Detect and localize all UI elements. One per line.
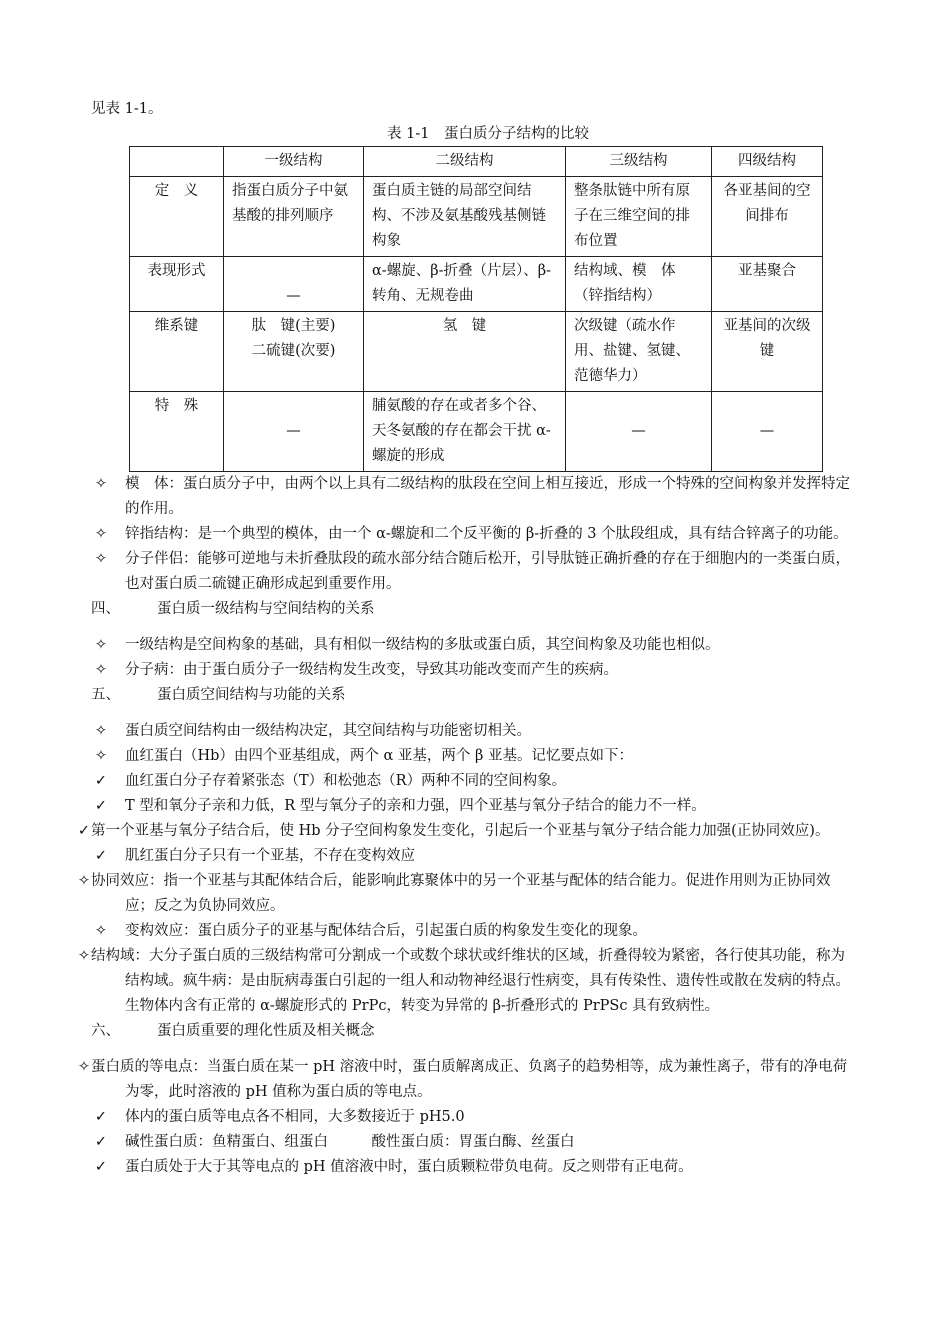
list-item (77, 869, 855, 919)
check-bullet-icon: ✓ (94, 1159, 108, 1175)
list-item-text: 血红蛋白（Hb）由四个亚基组成，两个 α 亚基，两个 β 亚基。记忆要点如下： (125, 748, 634, 764)
table-cell: 亚基间的次级键 (712, 312, 823, 392)
list-item (91, 522, 855, 547)
diamond-bullet-icon: ✧ (94, 526, 108, 542)
list-item (91, 1130, 855, 1155)
table-cell: 氢 键 (364, 312, 566, 392)
check-bullet-icon: ✓ (94, 1109, 108, 1125)
list-item-text: 锌指结构：是一个典型的模体，由一个 α-螺旋和二个反平衡的 β-折叠的 3 个肽段组成，具有结合锌离子的功能。 (125, 526, 848, 542)
table-header-cell: 四级结构 (712, 147, 823, 177)
list-item (91, 658, 855, 683)
check-bullet-icon: ✓ (94, 1134, 108, 1150)
table-cell: — (566, 392, 712, 472)
row-label: 表现形式 (130, 257, 224, 312)
section-title: 蛋白质空间结构与功能的关系 (157, 687, 346, 703)
table-header-cell (130, 147, 224, 177)
diamond-bullet-icon: ✧ (94, 551, 108, 567)
diamond-bullet-icon: ✧ (94, 662, 108, 678)
list-item (91, 472, 855, 522)
section-heading (91, 1019, 855, 1055)
table-header-row (130, 147, 823, 177)
list-item-text: 一级结构是空间构象的基础，具有相似一级结构的多肽或蛋白质，其空间构象及功能也相似。 (125, 637, 720, 653)
list-item (91, 769, 855, 794)
diamond-bullet-icon: ✧ (77, 1059, 91, 1075)
check-bullet-icon: ✓ (94, 848, 108, 864)
table-row (130, 392, 823, 472)
list-item-text: 碱性蛋白质：鱼精蛋白、组蛋白 酸性蛋白质：胃蛋白酶、丝蛋白 (125, 1134, 575, 1150)
list-item (77, 1055, 855, 1105)
list-item-text: 分子病：由于蛋白质分子一级结构发生改变，导致其功能改变而产生的疾病。 (125, 662, 618, 678)
list-item-text: 血红蛋白分子存着紧张态（T）和松弛态（R）两种不同的空间构象。 (125, 773, 567, 789)
table-cell: 肽 键(主要) 二硫键(次要) (224, 312, 364, 392)
table-header-cell: 一级结构 (224, 147, 364, 177)
list-item-text: 肌红蛋白分子只有一个亚基，不存在变构效应 (125, 848, 415, 864)
list-item (91, 633, 855, 658)
section-title: 蛋白质一级结构与空间结构的关系 (157, 601, 375, 617)
table-row (130, 312, 823, 392)
table-cell: 结构域、模 体（锌指结构） (566, 257, 712, 312)
list-item-text: 体内的蛋白质等电点各不相同，大多数接近于 pH5.0 (125, 1109, 465, 1125)
table-row (130, 257, 823, 312)
list-item (77, 944, 855, 1019)
list-item (77, 819, 855, 844)
table-cell: 脯氨酸的存在或者多个谷、天冬氨酸的存在都会干扰 α-螺旋的形成 (364, 392, 566, 472)
diamond-bullet-icon: ✧ (94, 748, 108, 764)
table-cell: 整条肽链中所有原子在三维空间的排布位置 (566, 177, 712, 257)
table-caption: 表 1-1 蛋白质分子结构的比较 (387, 126, 589, 142)
list-item (91, 844, 855, 869)
diamond-bullet-icon: ✧ (77, 873, 91, 889)
table-cell: 次级键（疏水作用、盐键、氢键、范德华力） (566, 312, 712, 392)
section-number: 六、 (91, 1023, 120, 1039)
check-bullet-icon: ✓ (77, 823, 91, 839)
table-cell: 亚基聚合 (712, 257, 823, 312)
list-item-text: 蛋白质的等电点：当蛋白质在某一 pH 溶液中时，蛋白质解离成正、负离子的趋势相等，成为兼性离子，带有的净电荷为零，此时溶液的 pH 值称为蛋白质的等电点。 (91, 1059, 848, 1100)
list-item-text: 结构域：大分子蛋白质的三级结构常可分割成一个或数个球状或纤维状的区域，折叠得较为紧密，各行使其功能，称为结构域。疯牛病：是由朊病毒蛋白引起的一组人和动物神经退行性病变，具有传染性、遗传性或散在发病的特点。生物体内含有正常的 α-螺旋形式的 PrPc，转变为异常的 β-折叠形式的 PrPSc 具有致病性。 (91, 948, 850, 1014)
list-item (91, 547, 855, 597)
list-item-text: 分子伴侣：能够可逆地与未折叠肽段的疏水部分结合随后松开，引导肽链正确折叠的存在于细胞内的一类蛋白质，也对蛋白质二硫键正确形成起到重要作用。 (125, 551, 850, 592)
diamond-bullet-icon: ✧ (94, 637, 108, 653)
list-item-text: T 型和氧分子亲和力低，R 型与氧分子的亲和力强，四个亚基与氧分子结合的能力不一样。 (125, 798, 706, 814)
structure-comparison-table (129, 146, 823, 472)
list-item (91, 1105, 855, 1130)
list-item-text: 协同效应：指一个亚基与其配体结合后，能影响此寡聚体中的另一个亚基与配体的结合能力。促进作用则为正协同效应；反之为负协同效应。 (91, 873, 831, 914)
row-label: 特 殊 (130, 392, 224, 472)
intro-text: 见表 1-1。 (91, 101, 163, 117)
section-heading (91, 683, 855, 719)
diamond-bullet-icon: ✧ (94, 476, 108, 492)
row-label: 定 义 (130, 177, 224, 257)
diamond-bullet-icon: ✧ (94, 923, 108, 939)
table-header-cell: 三级结构 (566, 147, 712, 177)
table-cell: 蛋白质主链的局部空间结构、不涉及氨基酸残基侧链构象 (364, 177, 566, 257)
list-item (91, 794, 855, 819)
table-cell: 指蛋白质分子中氨基酸的排列顺序 (224, 177, 364, 257)
list-item (91, 919, 855, 944)
list-item-text: 蛋白质处于大于其等电点的 pH 值溶液中时，蛋白质颗粒带负电荷。反之则带有正电荷。 (125, 1159, 693, 1175)
section-title: 蛋白质重要的理化性质及相关概念 (157, 1023, 375, 1039)
table-row (130, 177, 823, 257)
section-heading (91, 597, 855, 633)
check-bullet-icon: ✓ (94, 798, 108, 814)
table-cell: α-螺旋、β-折叠（片层）、β-转角、无规卷曲 (364, 257, 566, 312)
diamond-bullet-icon: ✧ (77, 948, 91, 964)
list-item (91, 1155, 855, 1180)
section3-items (91, 472, 855, 597)
diamond-bullet-icon: ✧ (94, 723, 108, 739)
table-cell: 各亚基间的空间排布 (712, 177, 823, 257)
list-item (91, 719, 855, 744)
list-item-text: 变构效应：蛋白质分子的亚基与配体结合后，引起蛋白质的构象发生变化的现象。 (125, 923, 647, 939)
section-number: 五、 (91, 687, 120, 703)
list-item-text: 模 体：蛋白质分子中，由两个以上具有二级结构的肽段在空间上相互接近，形成一个特殊的空间构象并发挥特定的作用。 (125, 476, 850, 517)
list-item-text: 第一个亚基与氧分子结合后，使 Hb 分子空间构象发生变化，引起后一个亚基与氧分子结合能力加强(正协同效应)。 (91, 823, 830, 839)
table-cell: — (224, 392, 364, 472)
table-cell: — (224, 257, 364, 312)
document-page (77, 96, 855, 1180)
table-cell: — (712, 392, 823, 472)
table-header-cell: 二级结构 (364, 147, 566, 177)
list-item (91, 744, 855, 769)
section-number: 四、 (91, 601, 120, 617)
row-label: 维系键 (130, 312, 224, 392)
list-item-text: 蛋白质空间结构由一级结构决定，其空间结构与功能密切相关。 (125, 723, 531, 739)
check-bullet-icon: ✓ (94, 773, 108, 789)
